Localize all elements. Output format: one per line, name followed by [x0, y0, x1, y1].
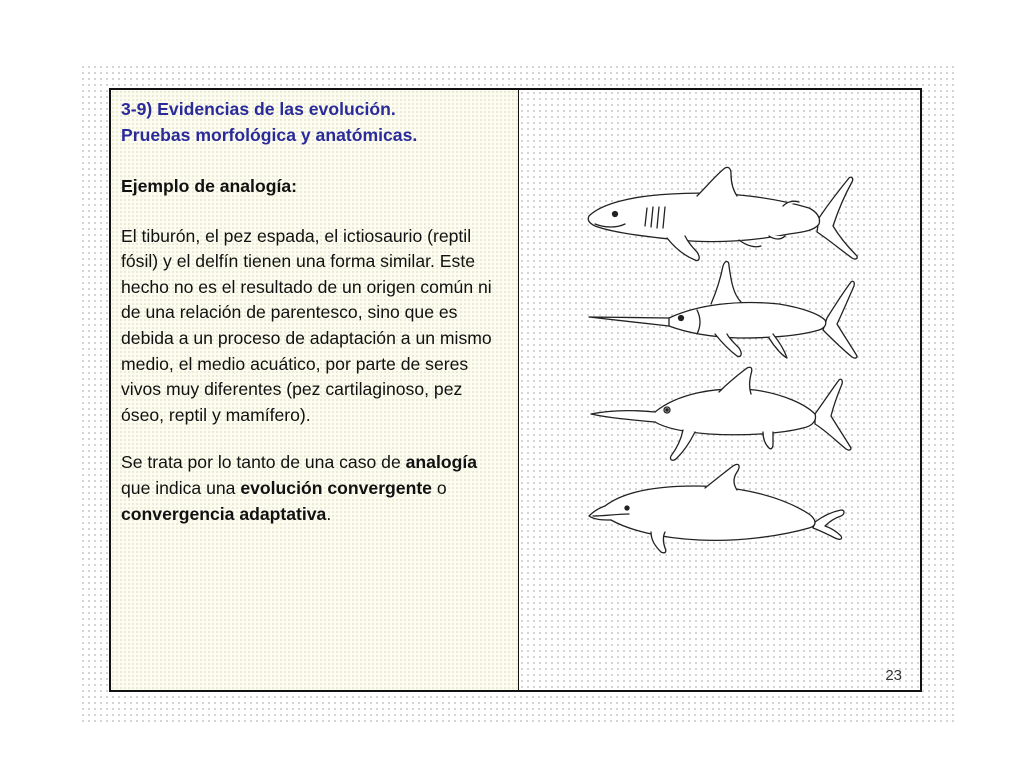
illustrations-svg: [519, 90, 922, 690]
page-number: 23: [885, 667, 902, 684]
example-subheading: Ejemplo de analogía:: [121, 176, 297, 196]
swordfish-illustration: [589, 262, 857, 359]
conclusion-bold-evolution: evolución convergente: [240, 477, 432, 498]
dolphin-illustration: [589, 464, 844, 552]
conclusion-text-2: que indica una: [121, 477, 241, 498]
conclusion-bold-convergence: convergencia adaptativa: [121, 503, 327, 524]
slide-title: [121, 96, 510, 148]
conclusion-text-1: Se trata por lo tanto de una caso de: [121, 452, 406, 473]
conclusion-text-4: .: [326, 503, 332, 524]
conclusion-bold-analogy: analogía: [405, 452, 478, 473]
ichthyosaur-illustration: [591, 367, 851, 460]
analogy-paragraph: El tiburón, el pez espada, el ictiosaurio (reptil fósil) y el delfín tienen una forma similar. Este hecho no es el resultado de un origen común ni de una relación de parentesco, sino que es debida a un proceso de adaptación a un mismo medio, el medio acuático, por parte de seres vivos muy diferentes (pez cartilaginoso, pez óseo, reptil y mamífero).: [121, 225, 492, 425]
title-line-2: Pruebas morfológica y anatómicas.: [121, 125, 418, 145]
image-panel: [519, 90, 920, 690]
conclusion-paragraph: [121, 450, 510, 527]
shark-illustration: [588, 167, 857, 260]
conclusion-text-3: o: [431, 477, 447, 498]
title-line-1: 3-9) Evidencias de las evolución.: [121, 99, 396, 119]
content-frame: [109, 88, 922, 692]
text-panel: [111, 90, 519, 690]
